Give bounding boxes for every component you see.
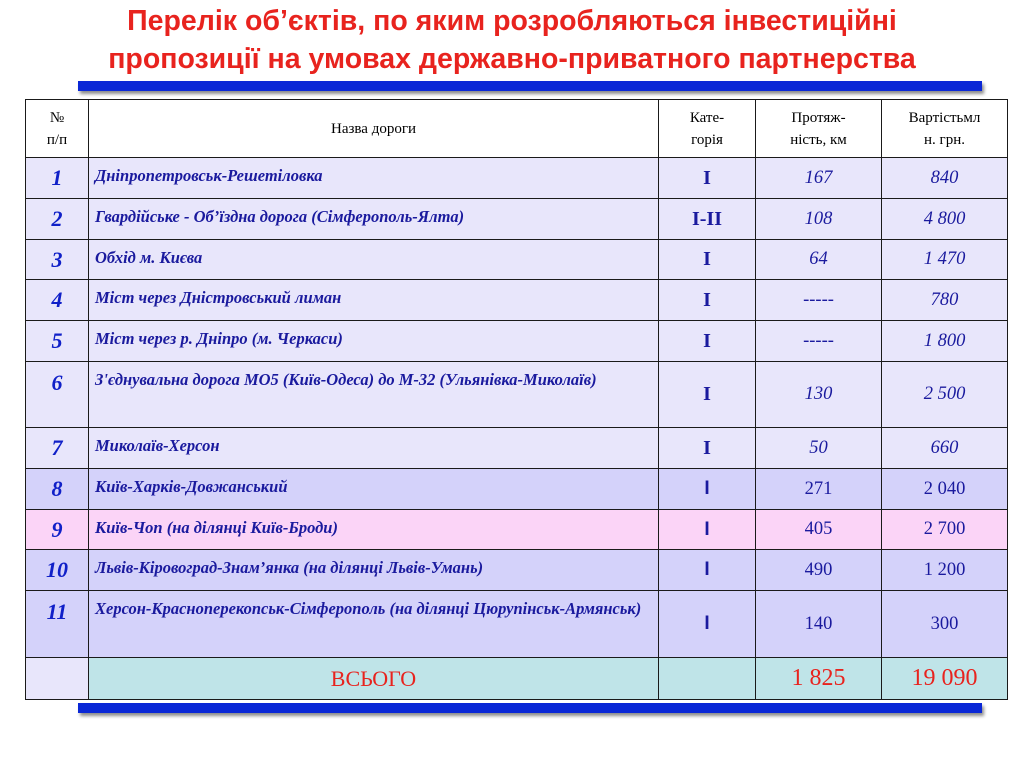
table-row [26, 510, 1008, 550]
table-row [26, 428, 1008, 469]
row-num: 8 [26, 469, 89, 510]
row-category: I-II [659, 199, 756, 240]
row-num: 5 [26, 321, 89, 362]
row-length: 490 [756, 550, 882, 591]
row-length: 130 [756, 362, 882, 428]
table-row [26, 280, 1008, 321]
row-category: I [659, 240, 756, 280]
row-name: Міст через р. Дніпро (м. Черкаси) [89, 321, 659, 362]
row-name: Гвардійське - Об’їздна дорога (Сімферополь-Ялта) [89, 199, 659, 240]
row-num: 2 [26, 199, 89, 240]
total-label: ВСЬОГО [89, 658, 659, 700]
row-cost: 660 [882, 428, 1008, 469]
row-name: Київ-Чоп (на ділянці Київ-Броди) [89, 510, 659, 550]
row-cost: 300 [882, 591, 1008, 658]
table-row [26, 362, 1008, 428]
row-name: Київ-Харків-Довжанський [89, 469, 659, 510]
title-line-2: пропозиції на умовах державно-приватного партнерства [108, 43, 916, 75]
row-num: 9 [26, 510, 89, 550]
row-cost: 1 470 [882, 240, 1008, 280]
table-row [26, 199, 1008, 240]
table-row [26, 240, 1008, 280]
total-blank-cell [26, 658, 89, 700]
row-category: I [659, 510, 756, 550]
row-name: Дніпропетровськ-Решетіловка [89, 158, 659, 199]
row-category: I [659, 550, 756, 591]
table-row [26, 469, 1008, 510]
row-length: ----- [756, 280, 882, 321]
row-length: 50 [756, 428, 882, 469]
row-category: I [659, 591, 756, 658]
row-name: Миколаїв-Херсон [89, 428, 659, 469]
row-num: 7 [26, 428, 89, 469]
row-num: 11 [26, 591, 89, 658]
row-cost: 840 [882, 158, 1008, 199]
row-category: I [659, 469, 756, 510]
total-row [26, 658, 1008, 700]
header-length: Протяж- ність, км [756, 100, 882, 158]
total-category-cell [659, 658, 756, 700]
table-row [26, 550, 1008, 591]
title-line-1: Перелік об’єктів, по яким розробляються інвестиційні [127, 5, 897, 37]
row-name: Херсон-Красноперекопськ-Сімферополь (на ділянці Цюрупінськ-Армянськ) [89, 591, 659, 658]
table-row [26, 591, 1008, 658]
total-cost: 19 090 [882, 658, 1008, 700]
row-category: I [659, 321, 756, 362]
row-length: 108 [756, 199, 882, 240]
roads-table [25, 99, 1008, 700]
row-name: З'єднувальна дорога МО5 (Київ-Одеса) до М-32 (Ульянівка-Миколаїв) [89, 362, 659, 428]
header-num: № п/п [26, 100, 89, 158]
row-category: I [659, 362, 756, 428]
row-name: Львів-Кіровоград-Знам’янка (на ділянці Львів-Умань) [89, 550, 659, 591]
row-name: Міст через Дністровський лиман [89, 280, 659, 321]
row-num: 6 [26, 362, 89, 428]
row-cost: 2 700 [882, 510, 1008, 550]
row-num: 4 [26, 280, 89, 321]
row-length: 167 [756, 158, 882, 199]
header-name: Назва дороги [89, 100, 659, 158]
row-length: ----- [756, 321, 882, 362]
header-cost: Вартістьмл н. грн. [882, 100, 1008, 158]
table-header-row [26, 100, 1008, 158]
row-num: 3 [26, 240, 89, 280]
row-length: 140 [756, 591, 882, 658]
row-cost: 1 800 [882, 321, 1008, 362]
row-num: 1 [26, 158, 89, 199]
row-cost: 2 500 [882, 362, 1008, 428]
row-category: I [659, 280, 756, 321]
row-cost: 2 040 [882, 469, 1008, 510]
table-row [26, 158, 1008, 199]
row-length: 271 [756, 469, 882, 510]
row-name: Обхід м. Києва [89, 240, 659, 280]
row-category: I [659, 158, 756, 199]
page-title [0, 2, 1024, 78]
row-cost: 4 800 [882, 199, 1008, 240]
bottom-divider [78, 703, 982, 713]
row-length: 64 [756, 240, 882, 280]
row-category: I [659, 428, 756, 469]
total-length: 1 825 [756, 658, 882, 700]
row-num: 10 [26, 550, 89, 591]
header-category: Кате- горія [659, 100, 756, 158]
top-divider [78, 81, 982, 91]
row-length: 405 [756, 510, 882, 550]
table-row [26, 321, 1008, 362]
row-cost: 780 [882, 280, 1008, 321]
row-cost: 1 200 [882, 550, 1008, 591]
